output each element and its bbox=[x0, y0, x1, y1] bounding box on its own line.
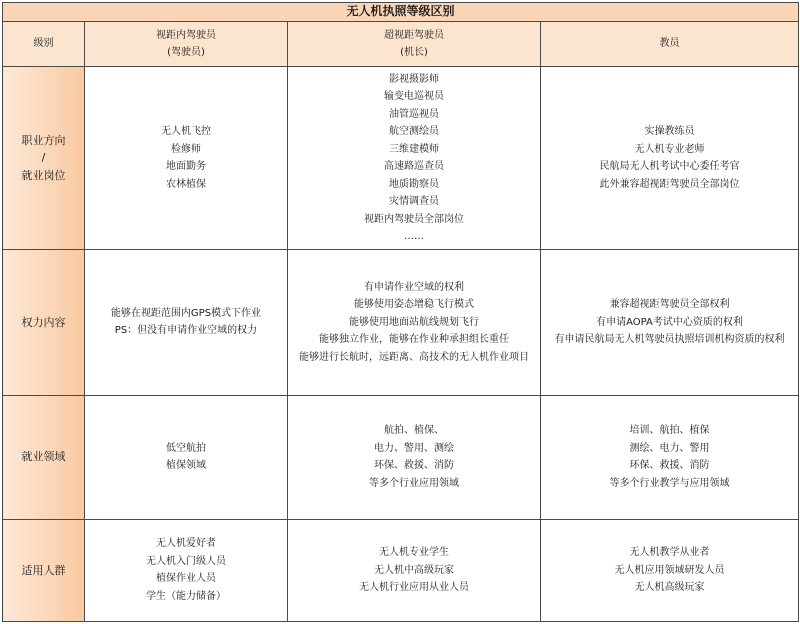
cell-pilot bbox=[85, 519, 288, 621]
cell-line: 学生（能力储备） bbox=[146, 590, 226, 602]
cell-line: 有申请民航局无人机驾驶员执照培训机构资质的权利 bbox=[554, 334, 785, 346]
cell-line: …… bbox=[404, 231, 424, 243]
cell-captain bbox=[288, 67, 541, 250]
cell-line: 影视摄影师 bbox=[389, 73, 439, 85]
cell-line: 油管巡视员 bbox=[389, 108, 439, 120]
cell-line: 环保、救援、消防 bbox=[374, 460, 454, 472]
cell-line: 植保领域 bbox=[166, 460, 206, 472]
cell-line: 输变电巡视员 bbox=[384, 91, 444, 103]
cell-line: 民航局无人机考试中心委任考官 bbox=[599, 161, 740, 173]
cell-captain bbox=[288, 395, 541, 519]
header-level bbox=[3, 22, 85, 67]
cell-line: 无人机专业老师 bbox=[634, 143, 705, 155]
cell-instructor bbox=[541, 395, 799, 519]
cell-line: 此外兼容超视距驾驶员全部岗位 bbox=[599, 178, 740, 190]
row-label bbox=[3, 395, 85, 519]
header-row bbox=[3, 22, 799, 67]
header-beyond-visual-line-captain bbox=[288, 22, 541, 67]
cell-line: 能够进行长航时，远距离、高技术的无人机作业项目 bbox=[299, 351, 529, 363]
cell-captain bbox=[288, 250, 541, 395]
cell-line: 航空测绘员 bbox=[389, 126, 439, 138]
title-row bbox=[3, 3, 799, 22]
cell-line: 等多个行业应用领域 bbox=[369, 477, 459, 489]
row-target-group bbox=[3, 519, 799, 621]
cell-line: 无人机飞控 bbox=[161, 126, 211, 138]
cell-line: 无人机爱好者 bbox=[156, 538, 216, 550]
cell-line: (驾驶员) bbox=[167, 47, 205, 59]
row-label bbox=[3, 67, 85, 250]
cell-line: 实操教练员 bbox=[644, 126, 695, 138]
cell-line: 电力、警用、测绘 bbox=[374, 442, 454, 454]
cell-line: 测绘、电力、警用 bbox=[629, 442, 710, 454]
cell-line: 能够在视距范围内GPS模式下作业 bbox=[110, 307, 262, 319]
cell-line: 就业岗位 bbox=[21, 168, 66, 182]
cell-line: 环保、救援、消防 bbox=[629, 460, 710, 472]
header-instructor bbox=[541, 22, 799, 67]
cell-line: PS：但没有申请作业空域的权力 bbox=[114, 325, 258, 337]
cell-line: 无人机教学从业者 bbox=[629, 547, 710, 559]
row-authority bbox=[3, 250, 799, 395]
cell-instructor bbox=[541, 519, 799, 621]
cell-line: 权力内容 bbox=[21, 315, 66, 329]
cell-line: 教员 bbox=[659, 38, 680, 50]
cell-line: 等多个行业教学与应用领域 bbox=[609, 477, 730, 489]
cell-instructor bbox=[541, 250, 799, 395]
cell-line: 有申请AOPA考试中心资质的权利 bbox=[596, 316, 743, 328]
cell-line: 级别 bbox=[33, 38, 54, 50]
cell-line: 地面勤务 bbox=[166, 161, 206, 173]
cell-line: 地质勘察员 bbox=[389, 178, 439, 190]
cell-line: 无人机应用领域研发人员 bbox=[614, 564, 725, 576]
header-visual-line-pilot bbox=[85, 22, 288, 67]
cell-line: 检修师 bbox=[171, 143, 201, 155]
cell-line: 无人机入门级人员 bbox=[146, 555, 226, 567]
cell-line: 农林植保 bbox=[166, 178, 206, 190]
cell-line: 适用人群 bbox=[21, 563, 66, 577]
cell-pilot bbox=[85, 395, 288, 519]
cell-line: 植保作业人员 bbox=[156, 573, 216, 585]
cell-line: 能够独立作业，能够在作业种承担组长重任 bbox=[319, 334, 509, 346]
cell-line: 高速路巡查员 bbox=[384, 161, 444, 173]
cell-line: 三维建模师 bbox=[389, 143, 439, 155]
license-comparison-table bbox=[2, 2, 799, 622]
cell-line: 无人机中高级玩家 bbox=[374, 564, 454, 576]
cell-line: 有申请作业空域的权利 bbox=[364, 281, 464, 293]
cell-line: 能够使用姿态增稳飞行模式 bbox=[354, 299, 474, 311]
cell-pilot bbox=[85, 67, 288, 250]
cell-line: 超视距驾驶员 bbox=[384, 29, 444, 41]
cell-line: 无人机专业学生 bbox=[379, 547, 449, 559]
row-label bbox=[3, 519, 85, 621]
table-title: 无人机执照等级区别 bbox=[3, 3, 799, 22]
cell-line: 职业方向 bbox=[21, 133, 66, 147]
cell-line: 无人机行业应用从业人员 bbox=[359, 582, 469, 594]
cell-line: 无人机高级玩家 bbox=[634, 582, 705, 594]
cell-instructor bbox=[541, 67, 799, 250]
row-employment-field bbox=[3, 395, 799, 519]
cell-line: 培训、航拍、植保 bbox=[629, 425, 710, 437]
row-career-direction bbox=[3, 67, 799, 250]
cell-line: / bbox=[41, 151, 46, 165]
cell-captain bbox=[288, 519, 541, 621]
cell-line: 航拍、植保、 bbox=[384, 425, 444, 437]
cell-line: 视距内驾驶员 bbox=[156, 29, 216, 41]
cell-line: 兼容超视距驾驶员全部权利 bbox=[609, 299, 730, 311]
cell-line: 视距内驾驶员全部岗位 bbox=[364, 213, 464, 225]
cell-line: (机长) bbox=[400, 47, 428, 59]
cell-line: 能够使用地面站航线规划飞行 bbox=[349, 316, 479, 328]
cell-line: 灾情调查员 bbox=[389, 196, 439, 208]
cell-line: 低空航拍 bbox=[166, 442, 206, 454]
cell-line: 就业领域 bbox=[21, 450, 66, 464]
cell-pilot bbox=[85, 250, 288, 395]
row-label bbox=[3, 250, 85, 395]
